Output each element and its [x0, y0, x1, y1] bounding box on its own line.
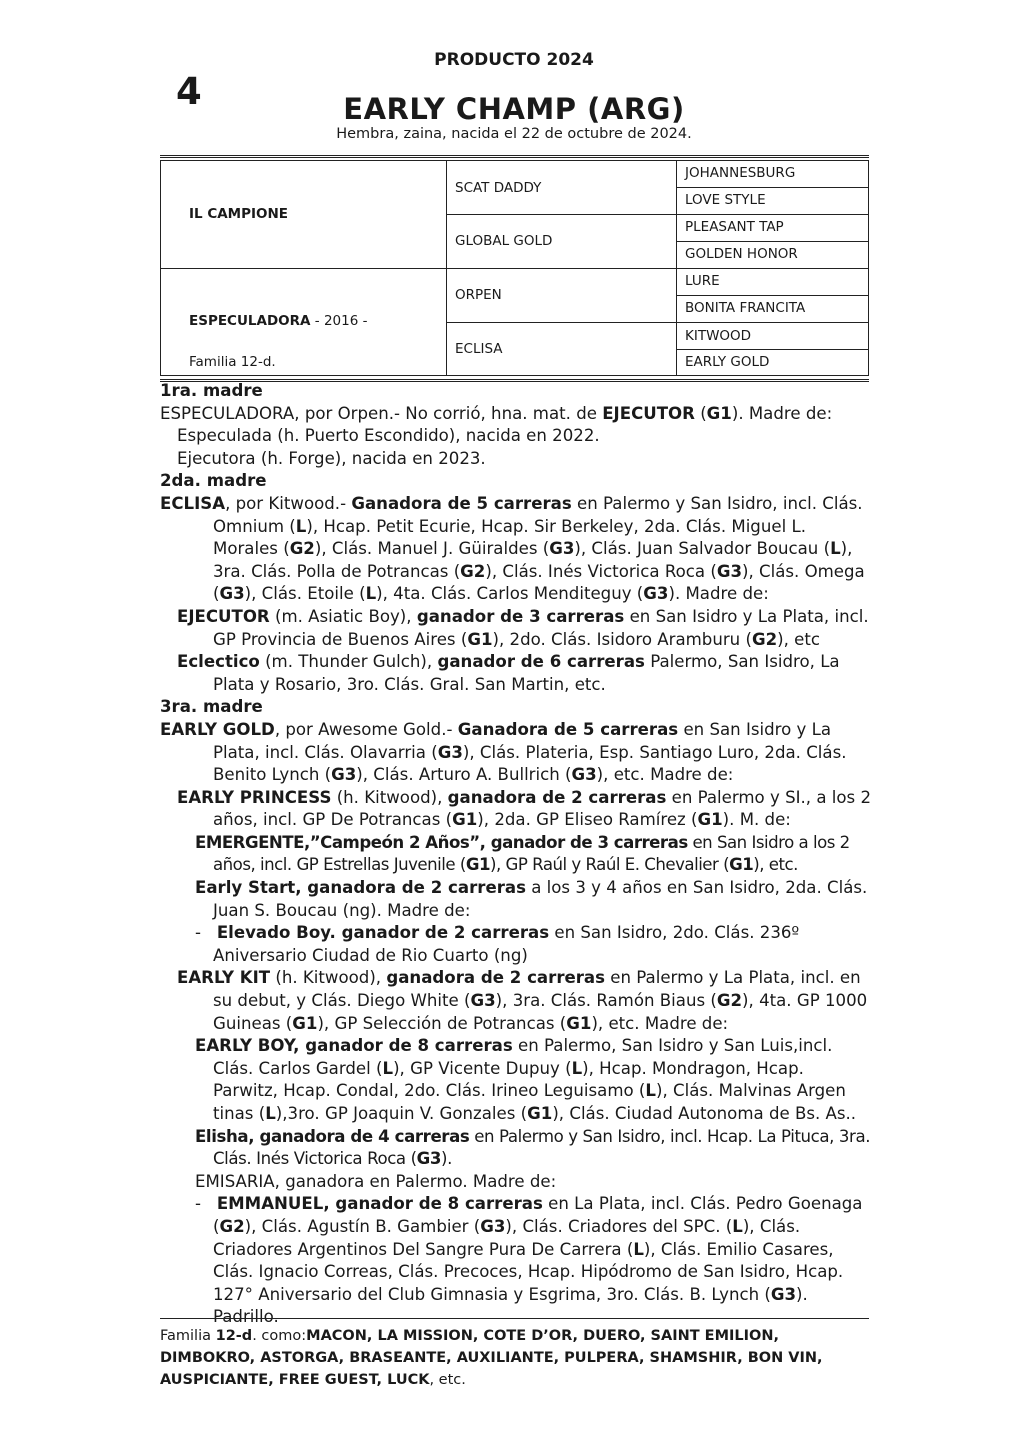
pedigree-dam-year: - 2016 - — [310, 313, 368, 329]
pedigree-gen3-8: EARLY GOLD — [676, 349, 869, 376]
produce-record — [160, 380, 872, 1329]
grandchild-entry: Elisha, ganadora de 4 carreras en Palermo y San Isidro, incl. Hcap. La Pituca, 3ra. Clás. Inés Victorica Roca (G3). — [195, 1126, 871, 1169]
pedigree-gen3-1: JOHANNESBURG — [676, 160, 869, 188]
pedigree-gen3-5: LURE — [676, 268, 869, 296]
pedigree-gen2-1: SCAT DADDY — [446, 160, 677, 215]
second-dam-entry: ECLISA, por Kitwood.- Ganadora de 5 carreras en Palermo y San Isidro, incl. Clás. Omnium (L), Hcap. Petit Ecurie, Hcap. Sir Berkeley, 2da. Clás. Miguel L. Morales (G2), Clás. Manuel J. Güiraldes (G3), Clás. Juan Salvador Boucau (L), 3ra. Clás. Polla de Potrancas (G2), Clás. Inés Victorica Roca (G3), Clás. Omega (G3), Clás. Etoile (L), 4ta. Clás. Carlos Menditeguy (G3). Madre de: — [160, 493, 865, 604]
grandchild-entry: Early Start, ganadora de 2 carreras a los 3 y 4 años en San Isidro, 2da. Clás. Juan S. Boucau (ng). Madre de: — [195, 878, 868, 920]
third-dam-offspring: EARLY KIT (h. Kitwood), ganadora de 2 carreras en Palermo y La Plata, incl. en su debut, y Clás. Diego White (G3), 3ra. Clás. Ramón Biaus (G2), 4ta. GP 1000 Guineas (G1), GP Selección de Potrancas (G1), etc. Madre de: — [177, 968, 868, 1033]
pedigree-dam: ESPECULADORA — [189, 313, 311, 329]
pedigree-sire-cell — [160, 160, 447, 269]
horse-description: Hembra, zaina, nacida el 22 de octubre de 2024. — [336, 126, 692, 142]
pedigree-table — [160, 155, 869, 382]
pedigree-gen2-3: ORPEN — [446, 268, 677, 323]
great-grandchild-entry: - EMMANUEL, ganador de 8 carreras en La Plata, incl. Clás. Pedro Goenaga (G2), Clás. Agustín B. Gambier (G3), Clás. Criadores del SPC. (L), Clás. Criadores Argentinos Del Sangre Pura De Carrera (L), Clás. Emilio Casares, Clás. Ignacio Correas, Clás. Precoces, Hcap. Hipódromo de San Isidro, Hcap. 127° Aniversario del Club Gimnasia y Esgrima, 3ro. Clás. B. Lynch (G3). Padrillo. — [195, 1194, 863, 1327]
third-dam-heading: 3ra. madre — [160, 697, 263, 717]
first-dam-offspring: Especulada (h. Puerto Escondido), nacida en 2022. — [177, 426, 600, 446]
first-dam-heading: 1ra. madre — [160, 381, 263, 400]
producto-heading: PRODUCTO 2024 — [434, 50, 594, 70]
great-grandchild-entry: - Elevado Boy. ganador de 2 carreras en San Isidro, 2do. Clás. 236º Aniversario Ciudad de Rio Cuarto (ng) — [195, 923, 800, 965]
grandchild-entry: EMISARIA, ganadora en Palermo. Madre de: — [195, 1171, 557, 1191]
third-dam-offspring: EARLY PRINCESS (h. Kitwood), ganadora de 2 carreras en Palermo y SI., a los 2 años, incl. GP De Potrancas (G1), 2da. GP Eliseo Ramírez (G1). M. de: — [177, 787, 872, 830]
second-dam-offspring: EJECUTOR (m. Asiatic Boy), ganador de 3 carreras en San Isidro y La Plata, incl. GP Provincia de Buenos Aires (G1), 2do. Clás. Isidoro Aramburu (G2), etc — [177, 606, 869, 649]
third-dam-entry: EARLY GOLD, por Awesome Gold.- Ganadora de 5 carreras en San Isidro y La Plata, incl. Clás. Olavarria (G3), Clás. Plateria, Esp. Santiago Luro, 2da. Clás. Benito Lynch (G3), Clás. Arturo A. Bullrich (G3), etc. Madre de: — [160, 719, 847, 785]
lot-number: 4 — [176, 70, 202, 113]
pedigree-gen3-6: BONITA FRANCITA — [676, 295, 869, 323]
pedigree-dam-line — [189, 313, 368, 329]
pedigree-gen3-4: GOLDEN HONOR — [676, 241, 869, 269]
first-dam-offspring: Ejecutora (h. Forge), nacida en 2023. — [177, 448, 486, 468]
pedigree-gen3-3: PLEASANT TAP — [676, 214, 869, 242]
grandchild-entry: EARLY BOY, ganador de 8 carreras en Palermo, San Isidro y San Luis,incl. Clás. Carlos Gardel (L), GP Vicente Dupuy (L), Hcap. Mondragon, Hcap. Parwitz, Hcap. Condal, 2do. Clás. Irineo Leguisamo (L), Clás. Malvinas Argen tinas (L),3ro. GP Joaquin V. Gonzales (G1), Clás. Ciudad Autonoma de Bs. As.. — [195, 1036, 857, 1123]
grandchild-entry: EMERGENTE,”Campeón 2 Años”, ganador de 3 carreras en San Isidro a los 2 años, incl. GP Estrellas Juvenile (G1), GP Raúl y Raúl E. Chevalier (G1), etc. — [195, 832, 850, 875]
family-footer: Familia 12-d. como:MACON, LA MISSION, COTE D’OR, DUERO, SAINT EMILION, DIMBOKRO, ASTORGA, BRASEANTE, AUXILIANTE, PULPERA, SHAMSHIR, BON VIN, AUSPICIANTE, FREE GUEST, LUCK, etc. — [160, 1318, 869, 1391]
pedigree-gen2-2: GLOBAL GOLD — [446, 214, 677, 269]
horse-name: EARLY CHAMP (ARG) — [343, 92, 685, 126]
pedigree-sire: IL CAMPIONE — [189, 206, 289, 222]
second-dam-heading: 2da. madre — [160, 471, 267, 491]
first-dam-entry: ESPECULADORA, por Orpen.- No corrió, hna. mat. de EJECUTOR (G1). Madre de: — [160, 403, 833, 423]
pedigree-gen3-2: LOVE STYLE — [676, 187, 869, 215]
second-dam-offspring: Eclectico (m. Thunder Gulch), ganador de 6 carreras Palermo, San Isidro, La Plata y Rosario, 3ro. Clás. Gral. San Martin, etc. — [177, 652, 840, 694]
pedigree-gen3-7: KITWOOD — [676, 322, 869, 350]
pedigree-gen2-4: ECLISA — [446, 322, 677, 376]
pedigree-family: Familia 12-d. — [189, 354, 276, 370]
pedigree-dam-cell — [160, 268, 447, 376]
